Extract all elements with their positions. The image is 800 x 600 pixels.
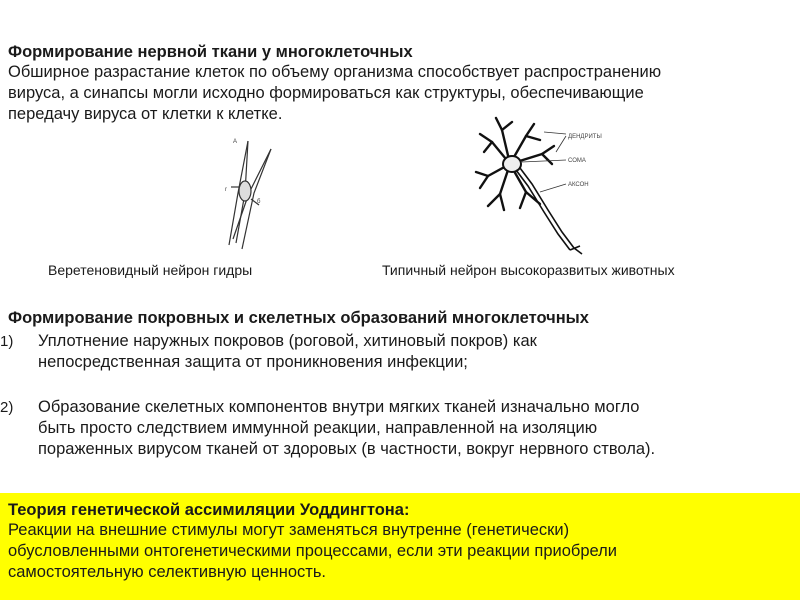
soma-label: СОМА [568,158,586,164]
axon-label: АКСОН [568,182,589,188]
text-line: передачу вируса от клетки к клетке. [8,105,283,123]
nervous-tissue-heading: Формирование нервной ткани у многоклеточных [8,43,413,61]
text-line: Обширное разрастание клеток по объему организма способствует распространению [8,63,662,81]
text-line: пораженных вирусом тканей от здоровых (в частности, вокруг нервного ствола). [38,440,656,458]
text-line: Образование скелетных компонентов внутри мягких тканей изначально могло [38,398,640,416]
hydra-neuron-image [205,135,285,255]
text-line: Реакции на внешние стимулы могут заменяться внутренне (генетически) [8,521,570,539]
waddington-text [8,520,794,583]
integument-skeleton-heading: Формирование покровных и скелетных образований многоклеточных [8,309,589,327]
list-number: 1) [0,333,14,350]
text-line: самостоятельную селективную ценность. [8,563,327,581]
nervous-tissue-section [8,42,794,125]
typical-neuron-caption: Типичный нейрон высокоразвитых животных [382,262,675,278]
svg-text:б: б [257,199,261,205]
svg-text:r: r [225,187,227,193]
waddington-heading: Теория генетической ассимиляции Уоддингтона: [8,501,410,519]
numbered-list [0,331,794,460]
text-line: вируса, а синапсы могли исходно формироваться как структуры, обеспечивающие [8,84,644,102]
list-item [0,397,794,460]
list-item [0,331,794,373]
typical-neuron-image [470,112,630,262]
text-line: Уплотнение наружных покровов (роговой, хитиновый покров) как [38,332,537,350]
hydra-neuron-caption: Веретеновидный нейрон гидры [48,262,253,278]
integument-skeleton-section [0,308,794,460]
waddington-highlight-box [0,493,800,600]
dendrites-label: ДЕНДРИТЫ [568,134,602,140]
text-line: непосредственная защита от проникновения инфекции; [38,353,468,371]
svg-text:A: A [233,139,238,145]
list-number: 2) [0,399,14,416]
text-line: обусловленными онтогенетическими процессами, если эти реакции приобрели [8,542,618,560]
nervous-tissue-text [8,62,794,125]
text-line: быть просто следствием иммунной реакции, направленной на изоляцию [38,419,598,437]
